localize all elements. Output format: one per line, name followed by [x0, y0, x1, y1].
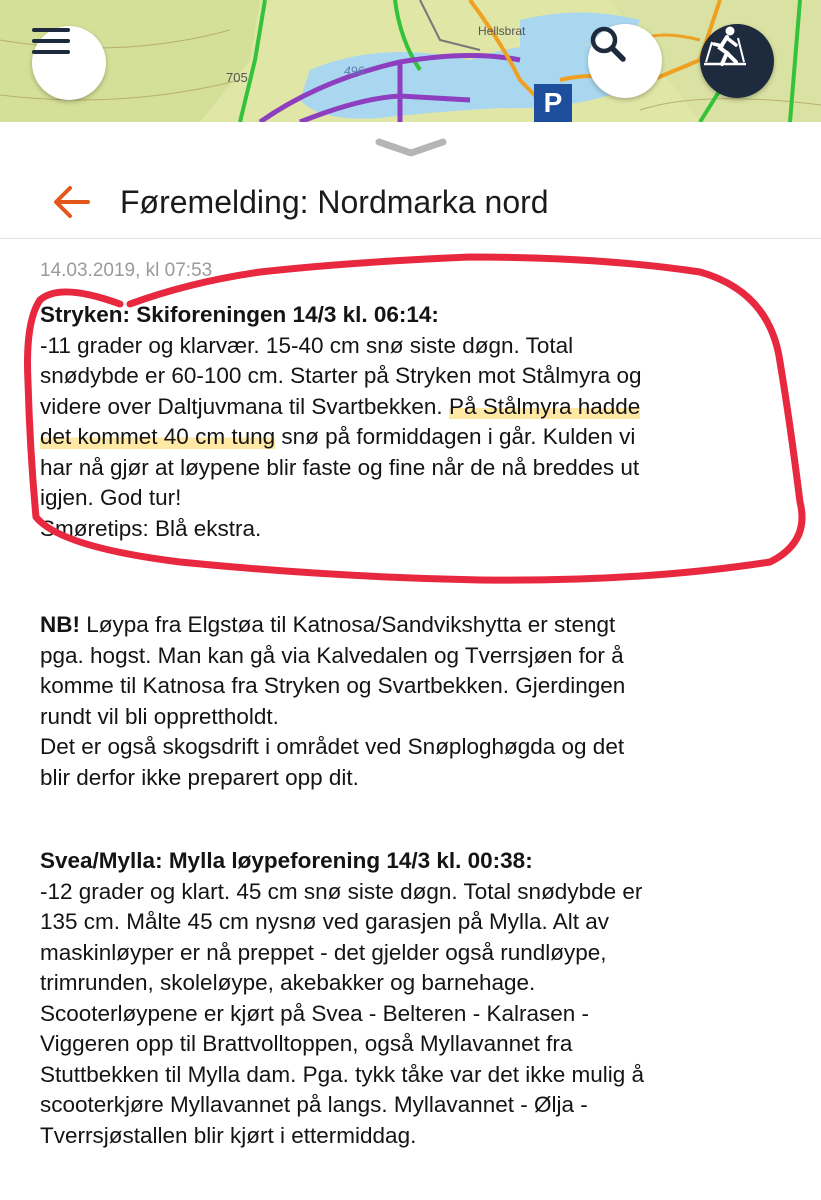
hamburger-menu-icon	[32, 26, 70, 56]
section-line: har nå gjør at løypene blir faste og fine når de nå breddes ut	[40, 454, 640, 480]
back-arrow-icon[interactable]	[48, 182, 92, 222]
section-line: scooterkjøre Myllavannet på langs. Myllavannet - Ølja -	[40, 1092, 588, 1117]
section-line: 135 cm. Målte 45 cm nysnø ved garasjen på Mylla. Alt av	[40, 909, 610, 934]
section-line: Scooterløypene er kjørt på Svea - Belteren - Kalrasen -	[40, 1000, 589, 1026]
page-header	[0, 170, 821, 239]
map-place-label: Hellsbrat	[478, 24, 526, 38]
section-line: snø på formiddagen i går. Kulden vi	[281, 424, 636, 449]
section-heading: Svea/Mylla: Mylla løypeforening 14/3 kl. 00:38:	[40, 848, 533, 873]
report-section-stryken	[40, 300, 642, 544]
page-title: Føremelding: Nordmarka nord	[120, 184, 549, 220]
section-line: blir derfor ikke preparert opp dit.	[40, 764, 359, 790]
section-line: -12 grader og klart. 45 cm snø siste døgn. Total snødybde er	[40, 878, 643, 904]
search-icon	[588, 24, 628, 64]
section-line: pga. hogst. Man kan gå via Kalvedalen og Tverrsjøen for å	[40, 642, 624, 668]
highlighted-text: På Stålmyra hadde	[448, 393, 641, 419]
info-sheet	[0, 122, 821, 1200]
activity-button[interactable]	[700, 24, 774, 98]
section-line: Løypa fra Elgstøa til Katnosa/Sandvikshytta er stengt	[86, 612, 616, 637]
section-line: komme til Katnosa fra Stryken og Svartbekken. Gjerdingen	[40, 673, 626, 698]
section-heading: Stryken: Skiforeningen 14/3 kl. 06:14:	[40, 302, 439, 327]
section-line: igjen. God tur!	[40, 485, 182, 510]
section-line: videre over Daltjuvmana til Svartbekken.	[40, 393, 443, 419]
highlighted-text: det kommet 40 cm tung	[40, 424, 276, 449]
collapse-handle-icon[interactable]	[373, 136, 449, 158]
cross-country-skier-icon	[700, 24, 750, 70]
map-elevation-label: 705	[226, 70, 248, 85]
section-heading: NB!	[40, 612, 80, 637]
section-line: rundt vil bli opprettholdt.	[40, 703, 279, 729]
map-road-number-label: 496	[344, 64, 365, 78]
section-line: trimrunden, skoleløype, akebakker og barnehage.	[40, 970, 536, 995]
section-line: maskinløyper er nå preppet - det gjelder også rundløype,	[40, 939, 607, 965]
report-content	[40, 258, 800, 284]
section-line: Tverrsjøstallen blir kjørt i ettermiddag.	[40, 1122, 417, 1148]
report-section-svea-mylla	[40, 846, 644, 1151]
section-line: Viggeren opp til Brattvolltoppen, også Myllavannet fra	[40, 1031, 573, 1056]
map-canvas[interactable]	[0, 0, 821, 122]
report-date: 14.03.2019, kl 07:53	[40, 260, 213, 281]
section-line: Smøretips: Blå ekstra.	[40, 515, 262, 541]
section-line: Det er også skogsdrift i området ved Snøploghøgda og det	[40, 734, 625, 759]
search-button[interactable]	[588, 24, 662, 98]
section-line: snødybde er 60-100 cm. Starter på Stryken mot Stålmyra og	[40, 363, 642, 388]
map-view[interactable]	[0, 0, 821, 122]
parking-marker[interactable]: P	[534, 84, 572, 122]
section-line: Stuttbekken til Mylla dam. Pga. tykk tåke var det ikke mulig å	[40, 1061, 645, 1087]
report-section-nb	[40, 610, 625, 793]
section-line: -11 grader og klarvær. 15-40 cm snø siste døgn. Total	[40, 332, 574, 358]
menu-button[interactable]	[32, 26, 106, 100]
